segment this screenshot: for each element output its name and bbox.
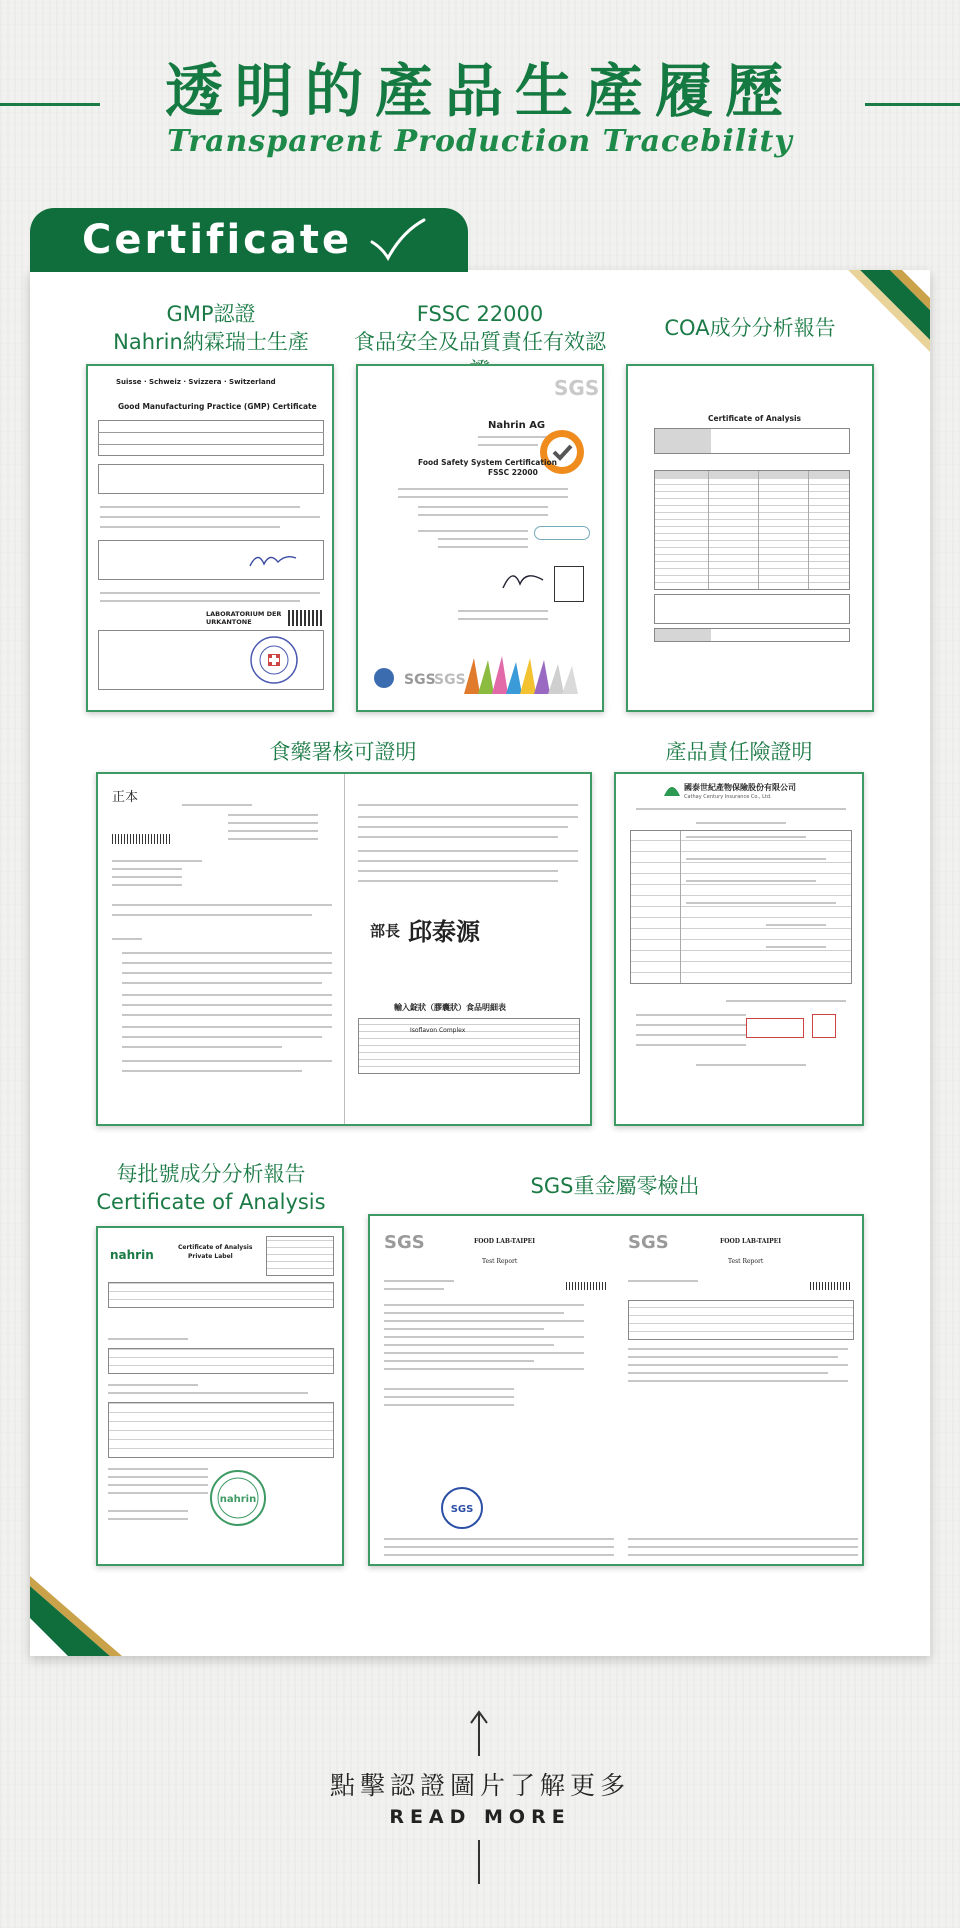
fda-product-en: Isoflavon Complex (410, 1027, 466, 1034)
gmp-lab-name: LABORATORIUM DER URKANTONE (206, 610, 282, 626)
sgs-pattern-graphic (364, 648, 600, 708)
sgs-test-report-1: Test Report (482, 1258, 518, 1265)
certificate-tab (30, 208, 468, 272)
fssc-doc-title: Food Safety System Certification (418, 458, 558, 467)
sgs-lab-title-2: FOOD LAB-TAIPEI (720, 1238, 782, 1245)
gmp-caption (86, 300, 336, 356)
arrow-up-icon (470, 1710, 488, 1724)
batch-coa-caption (96, 1160, 326, 1216)
fssc-caption-line1: FSSC 22000 (416, 302, 544, 326)
fda-original-mark: 正本 (112, 790, 139, 805)
corner-ribbon-bottom-left (30, 1576, 140, 1656)
svg-text:SGS: SGS (450, 1504, 474, 1515)
fda-official-name: 邱泰源 (408, 917, 480, 946)
fda-certificate-image[interactable] (96, 772, 592, 1126)
batch-coa-certificate-image[interactable] (96, 1226, 344, 1566)
gmp-caption-line2: Nahrin納霖瑞士生產 (113, 330, 309, 354)
checkmark-icon (368, 218, 426, 262)
coa-doc-title: Certificate of Analysis (708, 414, 801, 423)
sgs-test-report-2: Test Report (728, 1258, 764, 1265)
insurer-name: 國泰世紀產物保險股份有限公司 (684, 783, 796, 792)
fssc-sgs-logo: SGS (554, 376, 600, 400)
page-subtitle: Transparent Production Tracebility (167, 124, 793, 159)
batch-coa-caption-line2: Certificate of Analysis (96, 1190, 326, 1214)
sgs-caption-line1: SGS重金屬零檢出 (530, 1174, 700, 1198)
insurance-caption-line1: 產品責任險證明 (665, 740, 813, 764)
coa-certificate-image[interactable] (626, 364, 874, 712)
gmp-certificate-image[interactable] (86, 364, 334, 712)
fda-caption-line1: 食藥署核可證明 (269, 740, 417, 764)
coa-caption-line1: COA成分分析報告 (664, 316, 836, 340)
fssc-badge-icon (538, 428, 586, 476)
batch-coa-doc-subtitle: Private Label (188, 1253, 233, 1260)
batch-coa-doc-title: Certificate of Analysis (178, 1244, 253, 1251)
sgs-caption (370, 1172, 860, 1200)
svg-text:SGS: SGS (434, 672, 466, 688)
fssc-certificate-image[interactable] (356, 364, 604, 712)
fssc-doc-title2: FSSC 22000 (488, 468, 538, 477)
fssc-company: Nahrin AG (488, 420, 546, 431)
gmp-doc-title: Good Manufacturing Practice (GMP) Certificate (118, 402, 317, 411)
page-title: 透明的產品生產履歷 (164, 57, 795, 125)
fda-caption (96, 738, 590, 766)
gmp-seal-icon (248, 634, 300, 686)
fda-official-title: 部長 (370, 922, 401, 940)
batch-coa-caption-line1: 每批號成分分析報告 (116, 1162, 306, 1186)
insurer-logo-icon (664, 782, 680, 796)
sgs-report-logo-2: SGS (628, 1232, 669, 1253)
read-more-zh[interactable]: 點擊認證圖片了解更多 (329, 1771, 630, 1800)
insurance-caption (614, 738, 864, 766)
fssc-caption-line2: 食品安全及品質責任有效認 (354, 330, 606, 354)
gmp-caption-line1: GMP認證 (166, 302, 256, 326)
insurance-certificate-image[interactable] (614, 772, 864, 1126)
nahrin-lab-seal-icon (208, 1468, 268, 1528)
fda-form-title: 輸入錠狀（膠囊狀）食品明細表 (394, 1003, 506, 1012)
tab-label: Certificate (82, 217, 353, 263)
sgs-seal-icon (440, 1486, 484, 1530)
sgs-report-image[interactable] (368, 1214, 864, 1566)
insurer-name-en: Cathay Century Insurance Co., Ltd. (684, 794, 772, 800)
read-more-link[interactable]: READ MORE (389, 1806, 571, 1828)
gmp-doc-header: Suisse · Schweiz · Svizzera · Switzerland (116, 378, 276, 386)
batch-coa-brand: nahrin (110, 1248, 154, 1262)
sgs-report-logo-1: SGS (384, 1232, 425, 1253)
footer-line-bottom (478, 1840, 480, 1884)
svg-text:SGS: SGS (404, 672, 436, 688)
coa-caption (620, 314, 880, 342)
sgs-lab-title-1: FOOD LAB-TAIPEI (474, 1238, 536, 1245)
svg-text:nahrin: nahrin (219, 1494, 257, 1505)
